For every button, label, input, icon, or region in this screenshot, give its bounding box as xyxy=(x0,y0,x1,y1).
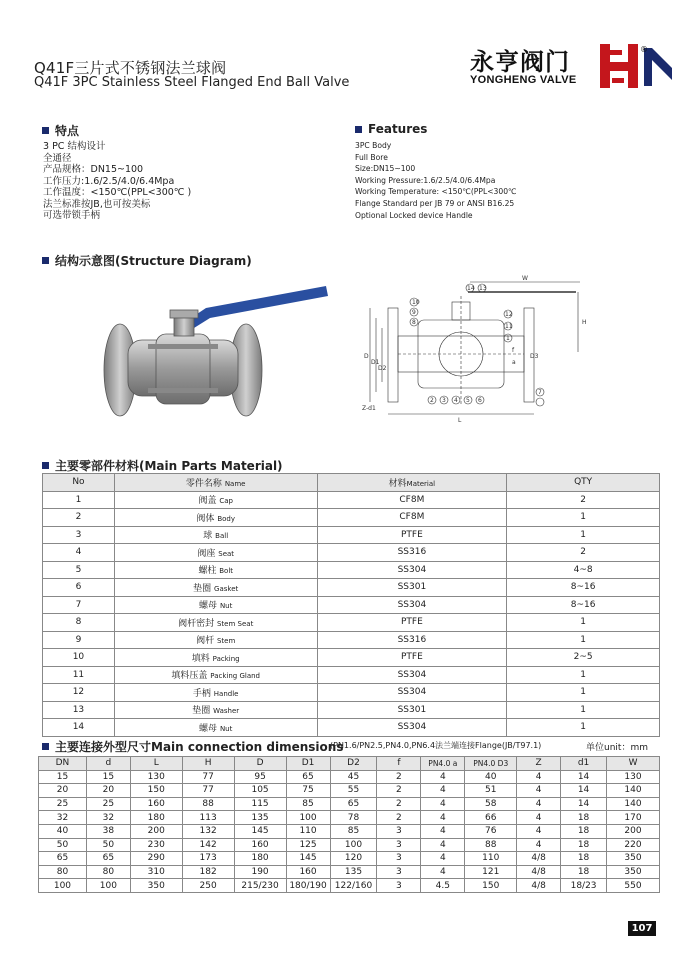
table-cell: 88 xyxy=(465,838,517,852)
list-item: 3 PC 结构设计 xyxy=(43,141,106,152)
col-header-material: 材料Material xyxy=(317,474,507,492)
table-cell: 25 xyxy=(39,797,87,811)
cell-no: 9 xyxy=(43,631,115,649)
cell-no: 5 xyxy=(43,561,115,579)
table-cell: 18 xyxy=(561,865,607,879)
table-cell: 130 xyxy=(130,770,182,784)
table-row xyxy=(39,784,660,798)
table-cell: 145 xyxy=(234,824,286,838)
table-cell: 135 xyxy=(330,865,377,879)
table-cell: 66 xyxy=(465,811,517,825)
cell-qty: 4~8 xyxy=(507,561,660,579)
table-cell: 4 xyxy=(517,770,561,784)
table-cell: 55 xyxy=(330,784,377,798)
callout-5: 5 xyxy=(466,397,470,404)
cell-no: 8 xyxy=(43,614,115,632)
table-cell: 4 xyxy=(421,797,465,811)
table-cell: 100 xyxy=(39,879,87,893)
callout-6: 6 xyxy=(478,397,482,404)
cell-material: SS304 xyxy=(317,719,507,737)
table-cell: 160 xyxy=(234,838,286,852)
table-cell: 142 xyxy=(182,838,234,852)
table-cell: 100 xyxy=(330,838,377,852)
cell-no: 7 xyxy=(43,596,115,614)
page-title-cn: Q41F三片式不锈钢法兰球阀 xyxy=(34,59,227,77)
cell-qty: 1 xyxy=(507,631,660,649)
table-cell: 2 xyxy=(377,784,421,798)
table-cell: 4 xyxy=(421,784,465,798)
callout-13: 13 xyxy=(479,285,487,292)
table-cell: 4/8 xyxy=(517,865,561,879)
table-cell: 180 xyxy=(130,811,182,825)
table-cell: 85 xyxy=(286,797,330,811)
col-header-qty: QTY xyxy=(507,474,660,492)
cell-name: 垫圈 Washer xyxy=(114,701,317,719)
features-cn-list xyxy=(43,141,191,222)
table-cell: 180/190 xyxy=(286,879,330,893)
table-cell: 4 xyxy=(421,852,465,866)
valve-photo xyxy=(98,278,330,438)
table-cell: 110 xyxy=(286,824,330,838)
table-cell: 65 xyxy=(286,770,330,784)
table-cell: 78 xyxy=(330,811,377,825)
cell-name: 阀体 Body xyxy=(114,509,317,527)
col-header: W xyxy=(607,757,660,771)
cell-material: SS304 xyxy=(317,561,507,579)
list-item: 可选带锁手柄 xyxy=(43,210,101,221)
table-cell: 20 xyxy=(86,784,130,798)
table-row xyxy=(43,544,660,562)
table-row xyxy=(39,865,660,879)
table-row xyxy=(43,684,660,702)
dims-heading xyxy=(42,738,343,755)
parts-table xyxy=(42,473,660,737)
table-cell: 75 xyxy=(286,784,330,798)
table-cell: 3 xyxy=(377,838,421,852)
cell-qty: 1 xyxy=(507,684,660,702)
table-cell: 4/8 xyxy=(517,879,561,893)
cell-material: CF8M xyxy=(317,509,507,527)
table-cell: 14 xyxy=(561,797,607,811)
cell-name: 螺柱 Bolt xyxy=(114,561,317,579)
table-cell: 58 xyxy=(465,797,517,811)
table-cell: 350 xyxy=(607,865,660,879)
table-cell: 173 xyxy=(182,852,234,866)
table-cell: 3 xyxy=(377,865,421,879)
table-cell: 310 xyxy=(130,865,182,879)
cell-qty: 1 xyxy=(507,701,660,719)
cell-material: SS301 xyxy=(317,579,507,597)
features-en-heading xyxy=(355,122,427,136)
structure-diagram xyxy=(362,274,590,424)
table-cell: 65 xyxy=(39,852,87,866)
table-cell: 18 xyxy=(561,824,607,838)
callout-3: 3 xyxy=(442,397,446,404)
cell-qty: 2 xyxy=(507,544,660,562)
table-cell: 350 xyxy=(607,852,660,866)
cell-material: PTFE xyxy=(317,614,507,632)
table-cell: 32 xyxy=(86,811,130,825)
col-header: D2 xyxy=(330,757,377,771)
table-row xyxy=(43,579,660,597)
table-cell: 76 xyxy=(465,824,517,838)
table-cell: 4 xyxy=(421,865,465,879)
dim-label-w: W xyxy=(522,275,528,282)
table-cell: 250 xyxy=(182,879,234,893)
table-row xyxy=(43,596,660,614)
table-cell: 3 xyxy=(377,852,421,866)
table-cell: 140 xyxy=(607,797,660,811)
table-cell: 15 xyxy=(39,770,87,784)
table-cell: 4/8 xyxy=(517,852,561,866)
dim-label-f: f xyxy=(512,347,515,354)
col-header: Z xyxy=(517,757,561,771)
table-cell: 77 xyxy=(182,784,234,798)
table-row xyxy=(43,666,660,684)
table-cell: 51 xyxy=(465,784,517,798)
bullet-square-icon xyxy=(355,126,362,133)
table-cell: 14 xyxy=(561,784,607,798)
table-row xyxy=(43,509,660,527)
list-item: Full Bore xyxy=(355,152,388,162)
features-en-title: Features xyxy=(368,122,428,136)
table-row xyxy=(43,649,660,667)
col-header: f xyxy=(377,757,421,771)
table-cell: 40 xyxy=(465,770,517,784)
cell-material: SS304 xyxy=(317,684,507,702)
col-header-no: No xyxy=(43,474,115,492)
table-cell: 100 xyxy=(86,879,130,893)
callout-1: 1 xyxy=(506,335,510,342)
parts-title: 主要零部件材料(Main Parts Material) xyxy=(55,459,283,473)
table-cell: 2 xyxy=(377,811,421,825)
table-row xyxy=(39,879,660,893)
cell-name: 球 Ball xyxy=(114,526,317,544)
table-cell: 130 xyxy=(607,770,660,784)
table-cell: 200 xyxy=(130,824,182,838)
table-cell: 50 xyxy=(86,838,130,852)
list-item: 工作温度：<150℃(PPL<300℃ ) xyxy=(43,187,192,198)
table-cell: 4 xyxy=(517,838,561,852)
callout-8: 8 xyxy=(412,319,416,326)
table-cell: 122/160 xyxy=(330,879,377,893)
cell-no: 6 xyxy=(43,579,115,597)
table-cell: 100 xyxy=(286,811,330,825)
cell-name: 填料压盖 Packing Gland xyxy=(114,666,317,684)
cell-material: SS304 xyxy=(317,596,507,614)
logo-mark-icon xyxy=(598,42,673,92)
table-cell: 135 xyxy=(234,811,286,825)
table-cell: 18/23 xyxy=(561,879,607,893)
dim-label-l: L xyxy=(458,417,462,424)
callout-14: 14 xyxy=(467,285,475,292)
col-header: PN4.0 a xyxy=(421,757,465,771)
list-item: 工作压力:1.6/2.5/4.0/6.4Mpa xyxy=(43,175,175,187)
cell-qty: 1 xyxy=(507,614,660,632)
cell-no: 12 xyxy=(43,684,115,702)
table-cell: 105 xyxy=(234,784,286,798)
table-cell: 77 xyxy=(182,770,234,784)
table-cell: 132 xyxy=(182,824,234,838)
cell-name: 阀座 Seat xyxy=(114,544,317,562)
table-cell: 115 xyxy=(234,797,286,811)
list-item: 法兰标准按JB,也可按美标 xyxy=(43,198,151,210)
table-cell: 160 xyxy=(130,797,182,811)
callout-12: 12 xyxy=(505,311,513,318)
callout-4: 4 xyxy=(454,397,458,404)
table-row xyxy=(43,561,660,579)
table-cell: 220 xyxy=(607,838,660,852)
dim-label-d: D xyxy=(364,353,369,360)
structure-title: 结构示意图(Structure Diagram) xyxy=(55,254,252,268)
table-cell: 14 xyxy=(561,770,607,784)
table-row xyxy=(39,852,660,866)
cell-qty: 8~16 xyxy=(507,579,660,597)
cell-no: 14 xyxy=(43,719,115,737)
cell-material: PTFE xyxy=(317,526,507,544)
list-item: Working Pressure:1.6/2.5/4.0/6.4Mpa xyxy=(355,175,496,185)
cell-qty: 8~16 xyxy=(507,596,660,614)
col-header-name: 零件名称 Name xyxy=(114,474,317,492)
callout-2: 2 xyxy=(430,397,434,404)
table-cell: 160 xyxy=(286,865,330,879)
cell-material: PTFE xyxy=(317,649,507,667)
col-header: D xyxy=(234,757,286,771)
table-cell: 65 xyxy=(86,852,130,866)
table-cell: 25 xyxy=(86,797,130,811)
table-row xyxy=(39,811,660,825)
table-cell: 4 xyxy=(517,784,561,798)
cell-material: SS304 xyxy=(317,666,507,684)
logo-text-cn: 永亨阀门 xyxy=(470,48,570,76)
cell-material: CF8M xyxy=(317,491,507,509)
table-cell: 215/230 xyxy=(234,879,286,893)
table-cell: 150 xyxy=(130,784,182,798)
cell-qty: 1 xyxy=(507,509,660,527)
table-cell: 88 xyxy=(182,797,234,811)
dim-label-d1: D1 xyxy=(371,359,380,366)
table-cell: 80 xyxy=(86,865,130,879)
table-cell: 190 xyxy=(234,865,286,879)
cell-no: 4 xyxy=(43,544,115,562)
table-cell: 80 xyxy=(39,865,87,879)
table-cell: 182 xyxy=(182,865,234,879)
table-cell: 550 xyxy=(607,879,660,893)
dim-label-d3: D3 xyxy=(530,353,539,360)
cell-name: 手柄 Handle xyxy=(114,684,317,702)
table-cell: 150 xyxy=(465,879,517,893)
cell-no: 11 xyxy=(43,666,115,684)
cell-no: 10 xyxy=(43,649,115,667)
table-row xyxy=(43,719,660,737)
list-item: 3PC Body xyxy=(355,141,392,150)
dim-label-a: a xyxy=(512,359,516,366)
cell-name: 阀杆 Stem xyxy=(114,631,317,649)
callout-9: 9 xyxy=(412,309,416,316)
bullet-square-icon xyxy=(42,462,49,469)
list-item: Flange Standard per JB 79 or ANSI B16.25 xyxy=(355,198,515,208)
features-en-list xyxy=(355,140,517,221)
cell-name: 螺母 Nut xyxy=(114,596,317,614)
table-header-row xyxy=(43,474,660,492)
logo-registered-mark: ® xyxy=(640,45,648,54)
cell-qty: 2 xyxy=(507,491,660,509)
col-header: DN xyxy=(39,757,87,771)
table-row xyxy=(43,614,660,632)
table-cell: 32 xyxy=(39,811,87,825)
table-cell: 40 xyxy=(39,824,87,838)
list-item: Size:DN15~100 xyxy=(355,164,416,174)
cell-no: 3 xyxy=(43,526,115,544)
bullet-square-icon xyxy=(42,257,49,264)
table-cell: 350 xyxy=(130,879,182,893)
table-cell: 85 xyxy=(330,824,377,838)
cell-no: 1 xyxy=(43,491,115,509)
table-row xyxy=(43,631,660,649)
table-cell: 2 xyxy=(377,797,421,811)
table-row xyxy=(43,701,660,719)
bullet-square-icon xyxy=(42,127,49,134)
dims-unit: 单位unit：mm xyxy=(586,743,648,753)
dim-label-z-d1: Z-d1 xyxy=(362,405,376,412)
col-header: H xyxy=(182,757,234,771)
table-cell: 2 xyxy=(377,770,421,784)
bullet-square-icon xyxy=(42,743,49,750)
list-item: Optional Locked device Handle xyxy=(355,210,473,220)
cell-qty: 1 xyxy=(507,666,660,684)
table-cell: 120 xyxy=(330,852,377,866)
logo-text-en: YONGHENG VALVE xyxy=(470,74,577,86)
table-cell: 18 xyxy=(561,811,607,825)
parts-heading xyxy=(42,457,283,474)
features-cn-title: 特点 xyxy=(55,124,80,138)
table-cell: 110 xyxy=(465,852,517,866)
page-number: 107 xyxy=(628,921,656,936)
page-title-en: Q41F 3PC Stainless Steel Flanged End Ball Valve xyxy=(34,75,350,90)
col-header: PN4.0 D3 xyxy=(465,757,517,771)
table-cell: 45 xyxy=(330,770,377,784)
list-item: 全通径 xyxy=(43,152,72,164)
cell-name: 阀盖 Cap xyxy=(114,491,317,509)
cell-material: SS316 xyxy=(317,631,507,649)
features-cn-heading xyxy=(42,122,79,139)
table-cell: 50 xyxy=(39,838,87,852)
dim-label-h: H xyxy=(582,319,587,326)
table-cell: 4 xyxy=(421,824,465,838)
brand-logo xyxy=(470,42,670,94)
cell-name: 螺母 Nut xyxy=(114,719,317,737)
table-cell: 20 xyxy=(39,784,87,798)
table-cell: 4 xyxy=(421,838,465,852)
table-cell: 38 xyxy=(86,824,130,838)
table-cell: 200 xyxy=(607,824,660,838)
table-cell: 125 xyxy=(286,838,330,852)
callout-10: 10 xyxy=(412,299,420,306)
cell-qty: 1 xyxy=(507,526,660,544)
table-cell: 95 xyxy=(234,770,286,784)
table-row xyxy=(39,838,660,852)
cell-name: 阀杆密封 Stem Seat xyxy=(114,614,317,632)
table-cell: 4.5 xyxy=(421,879,465,893)
col-header: d1 xyxy=(561,757,607,771)
dim-label-d2: D2 xyxy=(378,365,387,372)
dims-table xyxy=(38,756,660,893)
callout-11: 11 xyxy=(505,323,513,330)
table-cell: 3 xyxy=(377,824,421,838)
table-header-row xyxy=(39,757,660,771)
table-cell: 121 xyxy=(465,865,517,879)
table-cell: 65 xyxy=(330,797,377,811)
cell-material: SS301 xyxy=(317,701,507,719)
table-cell: 4 xyxy=(421,770,465,784)
col-header: L xyxy=(130,757,182,771)
structure-heading xyxy=(42,252,252,269)
cell-qty: 2~5 xyxy=(507,649,660,667)
table-row xyxy=(43,491,660,509)
cell-qty: 1 xyxy=(507,719,660,737)
table-cell: 4 xyxy=(421,811,465,825)
table-row xyxy=(39,770,660,784)
dims-note: (PN1.6/PN2.5,PN4.0,PN6.4法兰端连接Flange(JB/T97.1) xyxy=(330,741,542,750)
table-cell: 4 xyxy=(517,824,561,838)
col-header: D1 xyxy=(286,757,330,771)
table-cell: 15 xyxy=(86,770,130,784)
table-cell: 145 xyxy=(286,852,330,866)
cell-name: 垫圈 Gasket xyxy=(114,579,317,597)
table-cell: 140 xyxy=(607,784,660,798)
table-row xyxy=(43,526,660,544)
list-item: Working Temperature: <150℃(PPL<300℃ xyxy=(355,187,517,197)
cell-no: 2 xyxy=(43,509,115,527)
callout-7: 7 xyxy=(538,389,542,396)
table-cell: 3 xyxy=(377,879,421,893)
table-cell: 18 xyxy=(561,852,607,866)
cell-no: 13 xyxy=(43,701,115,719)
table-row xyxy=(39,797,660,811)
table-cell: 4 xyxy=(517,797,561,811)
cell-material: SS316 xyxy=(317,544,507,562)
table-cell: 18 xyxy=(561,838,607,852)
table-cell: 290 xyxy=(130,852,182,866)
table-row xyxy=(39,824,660,838)
table-cell: 180 xyxy=(234,852,286,866)
table-cell: 170 xyxy=(607,811,660,825)
cell-name: 填料 Packing xyxy=(114,649,317,667)
list-item: 产品规格：DN15~100 xyxy=(43,164,144,175)
col-header: d xyxy=(86,757,130,771)
table-cell: 4 xyxy=(517,811,561,825)
table-cell: 230 xyxy=(130,838,182,852)
dims-title: 主要连接外型尺寸Main connection dimensions xyxy=(55,740,344,754)
table-cell: 113 xyxy=(182,811,234,825)
